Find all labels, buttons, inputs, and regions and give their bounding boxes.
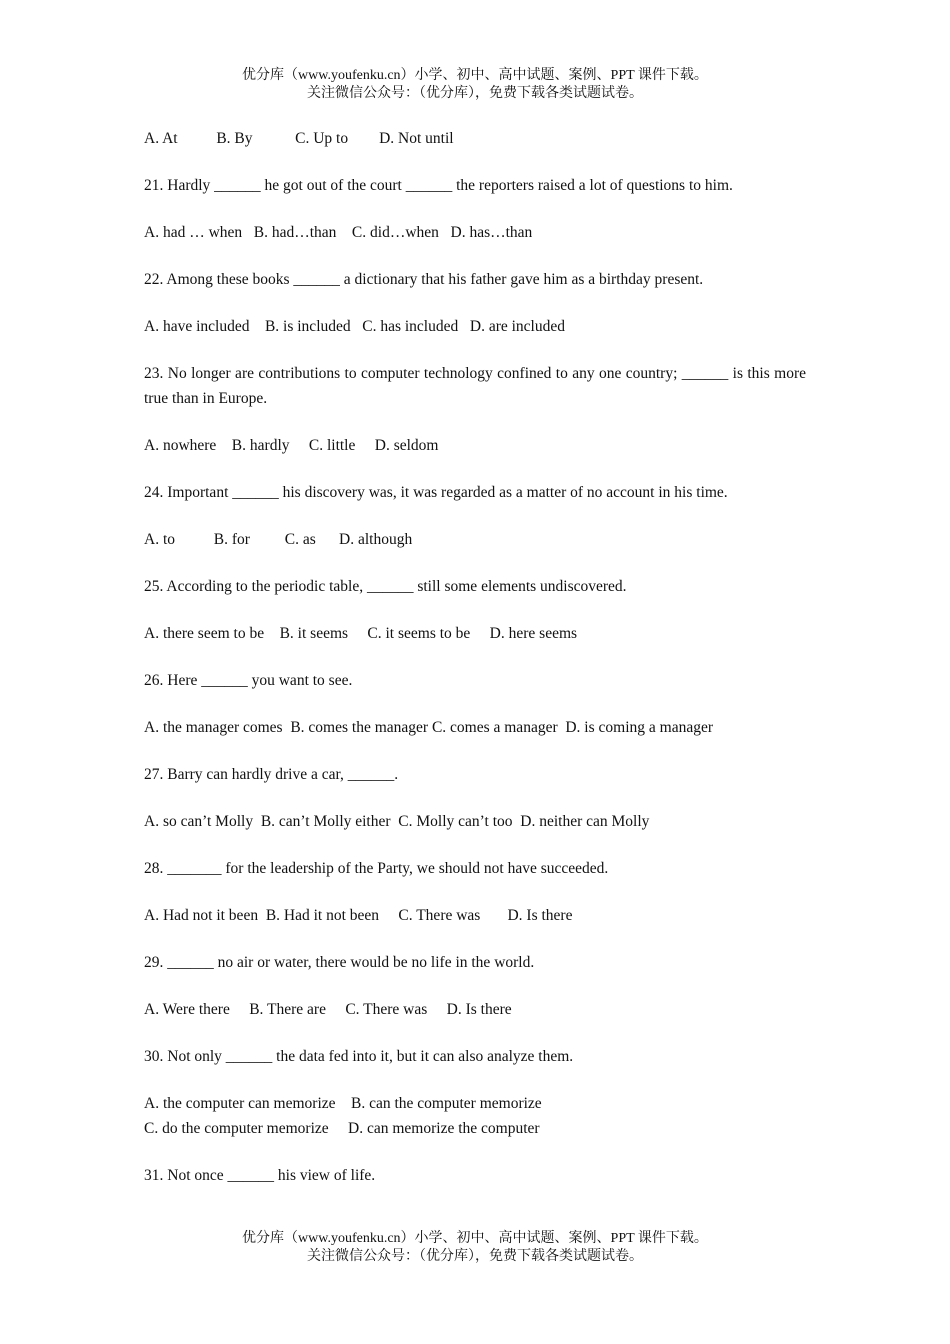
q25-options: A. there seem to be B. it seems C. it seems to be D. here seems [144,625,578,642]
header-line-1: 优分库（www.youfenku.cn）小学、初中、高中试题、案例、PPT 课件下载。 [242,68,708,83]
q22-options: A. have included B. is included C. has included D. are included [144,318,565,335]
q30-options-line-1: A. the computer can memorize B. can the computer memorize [144,1095,542,1112]
q31-stem: 31. Not once ______ his view of life. [144,1167,376,1184]
q24-options: A. to B. for C. as D. although [144,531,413,548]
q26-stem: 26. Here ______ you want to see. [144,672,353,689]
q22-stem: 22. Among these books ______ a dictionary that his father gave him as a birthday present. [144,271,704,288]
q27-stem: 27. Barry can hardly drive a car, ______. [144,766,399,783]
q28-options: A. Had not it been B. Had it not been C. There was D. Is there [144,907,573,924]
q23-options: A. nowhere B. hardly C. little D. seldom [144,437,439,454]
q20-options: A. At B. By C. Up to D. Not until [144,130,454,147]
header-line-2: 关注微信公众号：（优分库），免费下载各类试题试卷。 [307,86,643,101]
q29-options: A. Were there B. There are C. There was D. Is there [144,1001,512,1018]
q21-stem: 21. Hardly ______ he got out of the court ______ the reporters raised a lot of questions to him. [144,177,733,194]
q24-stem: 24. Important ______ his discovery was, it was regarded as a matter of no account in his time. [144,484,728,501]
q23-stem: 23. No longer are contributions to computer technology confined to any one country; ______ is this more true than in Europe. [144,365,806,407]
q25-stem: 25. According to the periodic table, ______ still some elements undiscovered. [144,578,627,595]
footer-line-2: 关注微信公众号：（优分库），免费下载各类试题试卷。 [307,1249,643,1264]
q26-options: A. the manager comes B. comes the manager C. comes a manager D. is coming a manager [144,719,713,736]
q29-stem: 29. ______ no air or water, there would be no life in the world. [144,954,535,971]
q27-options: A. so can’t Molly B. can’t Molly either C. Molly can’t too D. neither can Molly [144,813,650,830]
q30-stem: 30. Not only ______ the data fed into it, but it can also analyze them. [144,1048,574,1065]
page-header [0,67,950,103]
page-footer [0,1230,950,1266]
footer-line-1: 优分库（www.youfenku.cn）小学、初中、高中试题、案例、PPT 课件下载。 [242,1231,708,1246]
exercise-content [144,126,806,1188]
q28-stem: 28. _______ for the leadership of the Party, we should not have succeeded. [144,860,609,877]
q30-options-line-2: C. do the computer memorize D. can memorize the computer [144,1120,540,1137]
q21-options: A. had … when B. had…than C. did…when D. has…than [144,224,533,241]
